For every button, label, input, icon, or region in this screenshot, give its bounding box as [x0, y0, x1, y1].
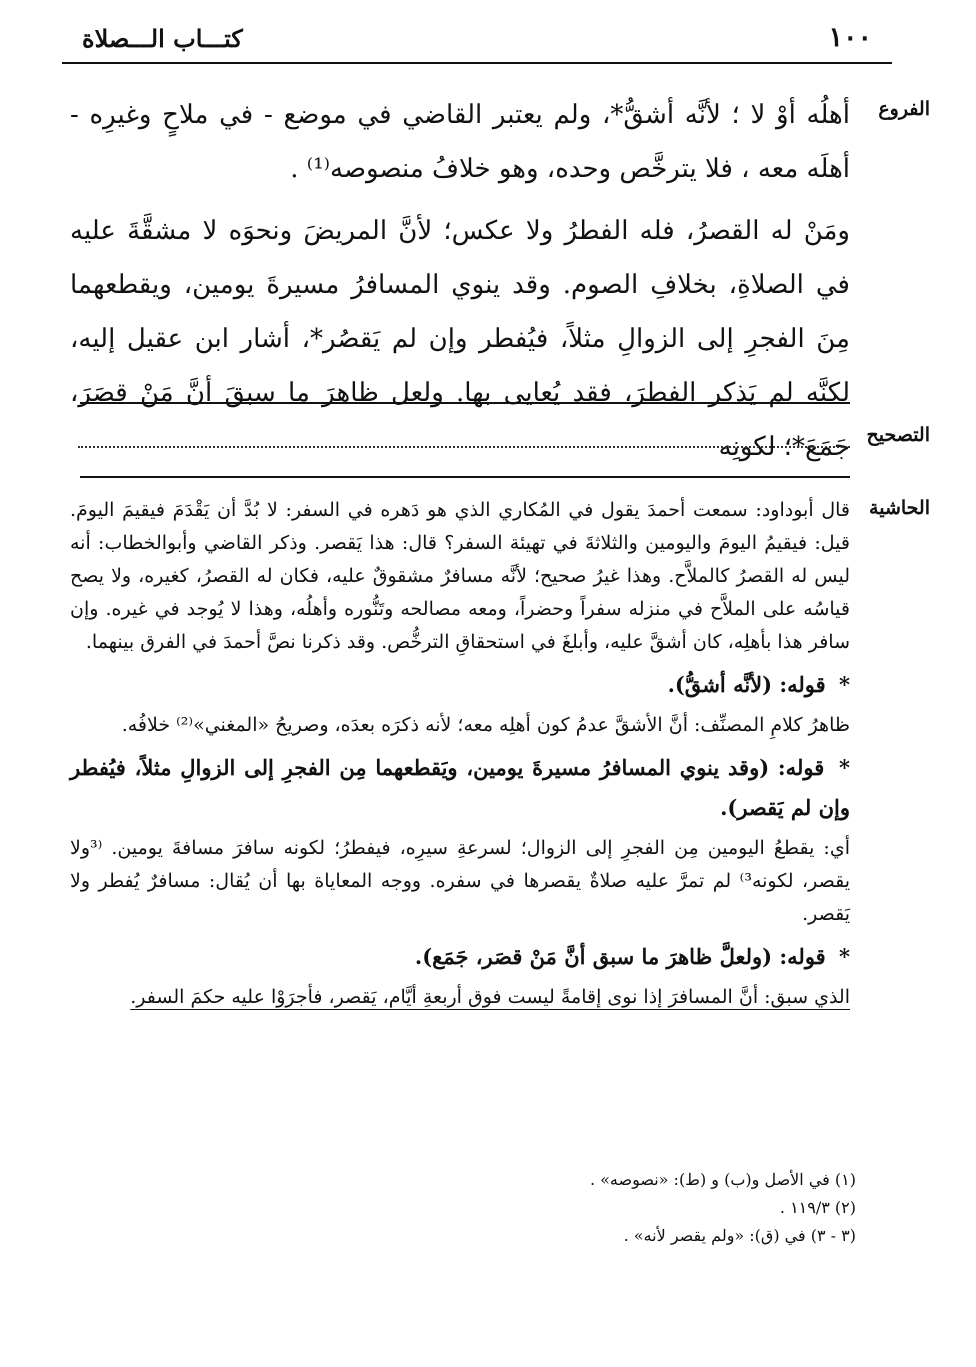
main-text-divider — [80, 402, 850, 404]
page-number: ١٠٠ — [828, 22, 872, 53]
star-marker: * — [839, 755, 850, 780]
hashiya-text — [70, 494, 850, 1014]
label-tashih: التصحيح — [866, 424, 930, 446]
quote-text: قوله: (لأنَّه أشقُّ). — [667, 672, 826, 697]
footnote: (٢) ١١٩/٣ . — [779, 1198, 856, 1217]
tashih-divider — [80, 476, 850, 478]
footnote: (٣ - ٣) في (ق): «ولم يقصر لأنه» . — [623, 1226, 856, 1245]
main-paragraph: أهلُه أوْ لا ؛ لأنَّه أشقُّ*، ولم يعتبر القاضي في موضع - في ملاحٍ وغيرِه - أهلَه معه ، فلا يترخَّص وحده، وهو خلافُ منصوصه⁽¹⁾ . — [70, 100, 850, 184]
label-furu: الفروع — [878, 98, 930, 120]
hashiya-quote — [70, 665, 850, 705]
page-header — [62, 12, 892, 64]
main-paragraph: ومَنْ له القصرُ، فله الفطرُ ولا عكس؛ لأنَّ المريضَ ونحوَه لا مشقَّةَ عليه في الصلاةِ، بخلافِ الصوم. وقد ينوي المسافرُ مسيرةَ يومين، ويقطعهما مِنَ الفجرِ إلى الزوالِ مثلاً، فيُفطر وإن لم يَقصُر*، أشار ابن عقيل إليه، لكنَّه لم يَذكر الفطرَ، فقد يُعايى بها. ولعل ظاهرَ ما سبقَ أنَّ مَنْ قصَرَ، جَمَعَ*؛ لكونِه — [70, 216, 850, 462]
main-text — [70, 88, 850, 474]
hashiya-quote — [70, 748, 850, 828]
hashiya-intro: قال أبوداود: سمعت أحمدَ يقول في المُكاري الذي هو دَهره في السفر: لا بُدَّ أن يَقْدَمَ فيقيمَ اليومَ. قيل: فيقيمُ اليومَ واليومين والثلاثةَ في تهيئة السفر؟ قال: هذا يَقصر. وذكر القاضي وأبوالخطاب: أنه ليس له القصرُ كالملاَّح. وهذا غيرُ صحيح؛ لأنَّه مسافرٌ مشقوقٌ عليه، فكان له القصرُ، كغيره، ولا يصح قياسُه على الملاَّح في منزله سفراً وحضراً، ومعه مصالحه وتَنُّوره وأهلُه، وهذا لا يُوجد في غيره. وإن سافر هذا بأهلِه، كان أشقَّ عليه، وأبلغَ في استحقاقِ الترخُّص. وقد ذكرنا نصَّ أحمدَ في الفرق بينهما. — [70, 499, 850, 653]
tashih-dotted-line — [78, 446, 850, 448]
quote-text: قوله: (ولعلَّ ظاهرَ ما سبق أنَّ مَنْ قصَر، جَمَع). — [414, 944, 826, 969]
hashiya-explanation: ظاهرُ كلامِ المصنِّف: أنَّ الأشقَّ عدمُ كون أهلِه معه؛ لأنه ذكرَه بعدَه، وصريحُ «المغني»⁽²⁾ خلافُه. — [121, 714, 850, 736]
hashiya-quote — [70, 937, 850, 977]
book-title: كتـــاب الـــصلاة — [82, 24, 243, 53]
footnotes — [256, 1166, 856, 1250]
hashiya-explanation: الذي سبق: أنَّ المسافرَ إذا نوى إقامةً ليست فوق أربعةِ أيَّام، يَقصر، فأجرَوْا عليه حكمَ السفر. — [130, 986, 850, 1008]
footnote: (١) في الأصل و(ب) و (ط): «نصوصه» . — [589, 1170, 856, 1189]
hashiya-explanation: أي: يقطعُ اليومين مِن الفجرِ إلى الزوال؛ لسرعةِ سيرِه، فيفطرُ؛ لكونه سافرَ مسافةَ يومين. ⁽³ولا يقصر، لكونه³⁾ لم تمرَّ عليه صلاةٌ يقصرها في سفره. ووجه المعاياة بها أن يُقال: مسافرٌ يُفطر ولا يَقصر. — [70, 837, 850, 925]
star-marker: * — [839, 944, 850, 969]
star-marker: * — [839, 672, 850, 697]
quote-text: قوله: (وقد ينوي المسافرُ مسيرةَ يومين، ويَقطعهما مِن الفجرِ إلى الزوالِ مثلاً، فيُفطر وإن لم يَقصر). — [70, 755, 850, 820]
label-hashiya: الحاشية — [869, 497, 930, 519]
